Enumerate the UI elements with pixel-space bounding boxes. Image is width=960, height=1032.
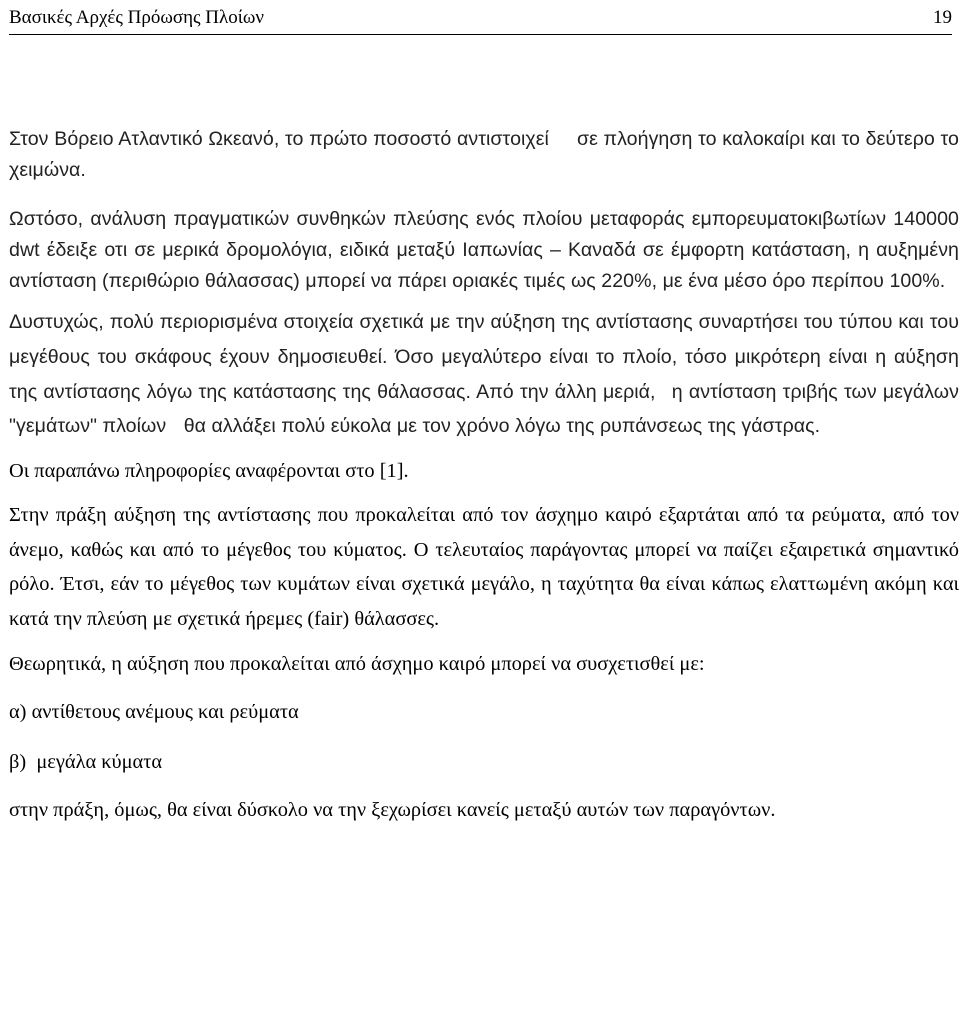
list-item <box>9 745 959 779</box>
page-body <box>9 124 959 827</box>
paragraph-container-ship-analysis: Ωστόσο, ανάλυση πραγματικών συνθηκών πλεύσης ενός πλοίου μεταφοράς εμπορευματοκιβωτίων 140000 dwt έδειξε οτι σε μερικά δρομολόγια, ειδικά μεταξύ Ιαπωνίας – Καναδά σε έμφορτη κατάσταση, η αυξημένη αντίσταση (περιθώριο θάλασσας) μπορεί να πάρει οριακές τιμές ως 220%, με ένα μέσο όρο περίπου 100%. <box>9 208 959 292</box>
paragraph-text: σε πλοήγηση το καλοκαίρι και το δεύτερο το χειμώνα. <box>9 128 960 181</box>
paragraph-theoretical: Θεωρητικά, η αύξηση που προκαλείται από άσχημο καιρό μπορεί να συσχετισθεί με: <box>9 652 705 675</box>
paragraph-bad-weather: Στην πράξη αύξηση της αντίστασης που προκαλείται από τον άσχημο καιρό εξαρτάται από τα ρεύματα, από τον άνεμο, καθώς και από το μέγεθος του κύματος. Ο τελευταίος παράγοντας μπορεί να παίζει εξαιρετικά σημαντικό ρόλο. Έτσι, εάν το μέγεθος των κυμάτων είναι σχετικά μεγάλο, η ταχύτητα θα είναι κάπως ελαττωμένη ακόμη και κατά την πλεύση με σχετικά ήρεμες (fair) θάλασσες. <box>9 504 959 630</box>
paragraph-text: Δυστυχώς, πολύ περιορισμένα στοιχεία σχετικά με την αύξηση της αντίστασης συναρτήσει του τύπου και του μεγέθους του σκάφους έχουν δημοσιευθεί. Όσο μεγαλύτερο είναι το πλοίο, τόσο μικρότερη είναι η αύξηση της αντίστασης λόγω της κατάστασης της θάλασσας. Από την άλλη μεριά, <box>9 311 959 403</box>
list-marker: α) <box>9 700 27 723</box>
paragraph-text: Στον Βόρειο Ατλαντικό Ωκεανό, το πρώτο ποσοστό αντιστοιχεί <box>9 128 549 150</box>
list-item-text: μεγάλα κύματα <box>36 750 163 773</box>
paragraph-reference: Οι παραπάνω πληροφορίες αναφέρονται στο [1]. <box>9 460 409 483</box>
page-number: 19 <box>933 7 952 28</box>
page-header <box>9 4 952 35</box>
document-title: Βασικές Αρχές Πρόωσης Πλοίων <box>9 7 264 28</box>
paragraph-text: θα αλλάξει πολύ εύκολα με τον χρόνο λόγω της ρυπάνσεως της γάστρας. <box>183 415 821 438</box>
paragraph-limited-data <box>9 305 959 444</box>
paragraph-text: η αντίσταση τριβής των μεγάλων "γεμάτων" πλοίων <box>9 380 959 438</box>
list-marker: β) <box>9 750 27 773</box>
list-item-text: αντίθετους ανέμους και ρεύματα <box>31 700 299 723</box>
list-item <box>9 695 959 729</box>
paragraph-north-atlantic <box>9 124 959 186</box>
paragraph-conclusion: στην πράξη, όμως, θα είναι δύσκολο να την ξεχωρίσει κανείς μεταξύ αυτών των παραγόντων. <box>9 798 776 821</box>
